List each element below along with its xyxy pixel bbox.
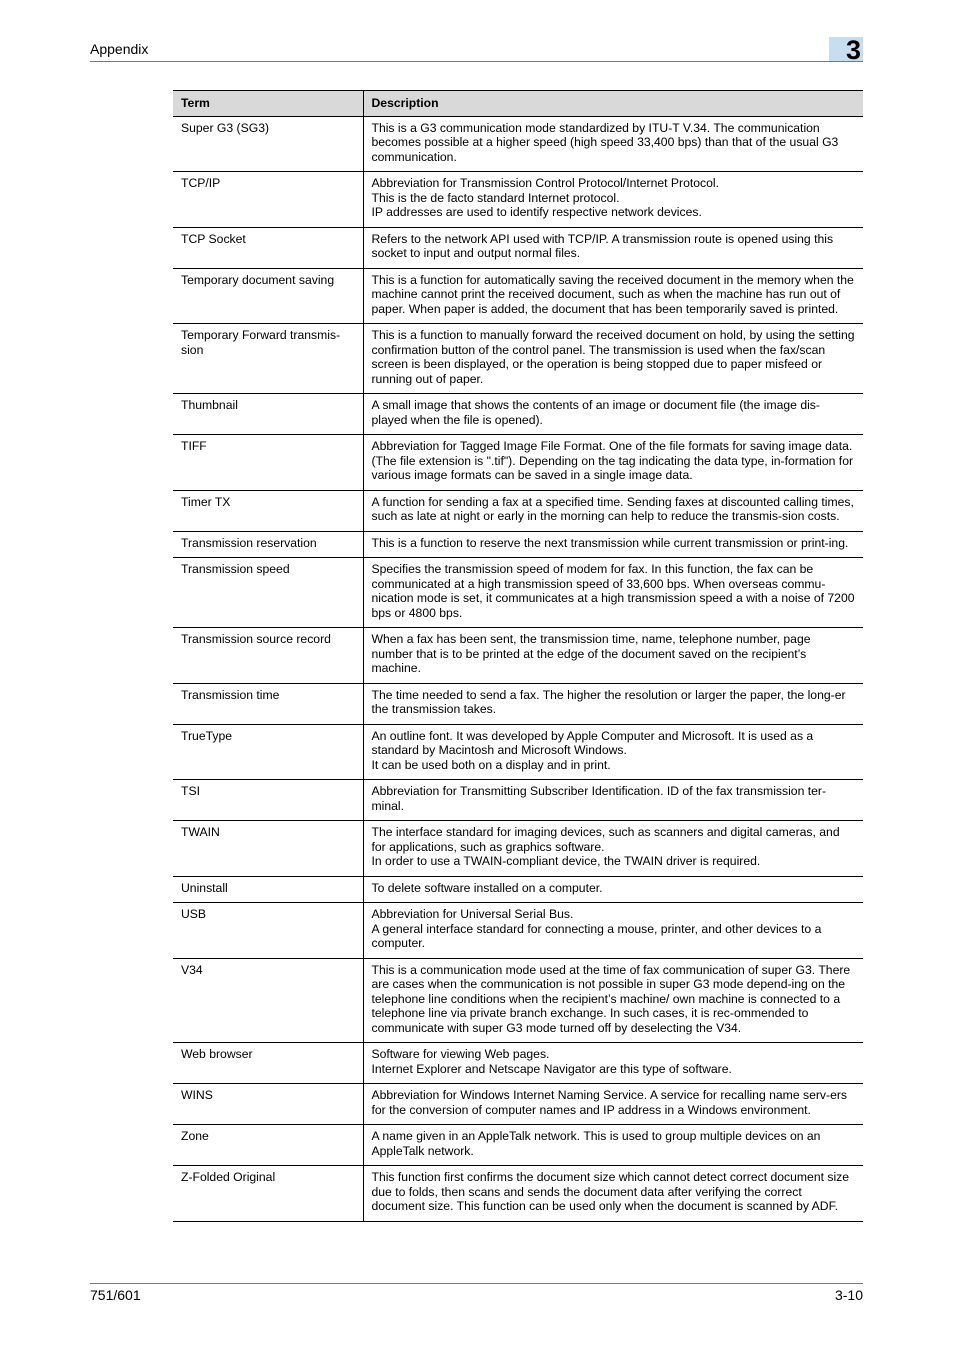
term-cell: Web browser (173, 1043, 363, 1084)
description-line: A name given in an AppleTalk network. This is used to group multiple devices on an AppleTalk network. (371, 1129, 821, 1158)
description-line: This is a function to manually forward the received document on hold, by using the setting confirmation button of the control panel. The transmission is used when the fax/scan screen is been displayed, or the operation is being stopped due to paper misfeed or running out of paper. (371, 328, 855, 386)
term-cell: Zone (173, 1125, 363, 1166)
description-line: This is the de facto standard Internet protocol. (371, 190, 620, 205)
term-cell: Transmission reservation (173, 531, 363, 558)
description-line: A general interface standard for connecting a mouse, printer, and other devices to a computer. (371, 921, 822, 950)
description-line: This is a function to reserve the next transmission while current transmission or print-ing. (371, 535, 849, 550)
chapter-number: 3 (845, 35, 861, 65)
description-line: It can be used both on a display and in print. (371, 757, 611, 772)
table-row (173, 116, 863, 172)
description-line: Refers to the network API used with TCP/IP. A transmission route is opened using this socket to input and output normal files. (371, 231, 834, 260)
table-row (173, 394, 863, 435)
footer-page-number: 3-10 (834, 1287, 863, 1303)
table-row (173, 958, 863, 1043)
description-line: Software for viewing Web pages. (371, 1047, 550, 1061)
term-cell: WINS (173, 1084, 363, 1125)
description-line: Abbreviation for Transmission Control Protocol/Internet Protocol. (371, 176, 720, 190)
description-cell (363, 558, 863, 628)
table-row (173, 558, 863, 628)
table-row (173, 876, 863, 903)
term-cell: Transmission time (173, 683, 363, 724)
table-row (173, 1125, 863, 1166)
term-cell: Temporary document saving (173, 268, 363, 324)
term-cell: TSI (173, 780, 363, 821)
description-cell (363, 876, 863, 903)
term-cell: V34 (173, 958, 363, 1043)
description-line: IP addresses are used to identify respective network devices. (371, 205, 702, 219)
glossary-table (173, 90, 863, 1222)
description-cell (363, 1166, 863, 1222)
table-row (173, 531, 863, 558)
footer-rule (90, 1283, 863, 1284)
term-cell: Transmission source record (173, 628, 363, 684)
glossary-body (173, 116, 863, 1221)
term-cell: TCP Socket (173, 227, 363, 268)
description-cell (363, 1043, 863, 1084)
description-line: The interface standard for imaging devices, such as scanners and digital cameras, and for applications, such as graphics software. (371, 825, 840, 854)
table-row (173, 724, 863, 780)
description-line: This function first confirms the document size which cannot detect correct document size due to folds, then scans and sends the document data after verifying the correct document size. This function can be used only when the document is scanned by ADF. (371, 1170, 850, 1213)
description-cell (363, 435, 863, 491)
term-cell: USB (173, 903, 363, 959)
description-line: To delete software installed on a computer. (371, 880, 603, 895)
description-cell (363, 531, 863, 558)
description-cell (363, 1125, 863, 1166)
description-line: This is a G3 communication mode standardized by ITU-T V.34. The communication becomes possible at a higher speed (high speed 33,400 bps) than that of the usual G3 communication. (371, 120, 839, 164)
table-row (173, 435, 863, 491)
description-cell (363, 227, 863, 268)
table-row (173, 324, 863, 394)
description-cell (363, 1084, 863, 1125)
term-cell: TIFF (173, 435, 363, 491)
description-cell (363, 268, 863, 324)
table-row (173, 1166, 863, 1222)
description-line: Abbreviation for Windows Internet Naming Service. A service for recalling name serv-ers for the conversion of computer names and IP address in a Windows environment. (371, 1088, 848, 1117)
table-row (173, 780, 863, 821)
description-line: Abbreviation for Tagged Image File Format. One of the file formats for saving image data. (The file extension is ".tif"). Depending on the tag indicating the data type, in-formation for various image formats can be saved in a single image data. (371, 439, 854, 482)
description-line: The time needed to send a fax. The higher the resolution or larger the paper, the long-er the transmission takes. (371, 687, 846, 716)
chapter-tab (829, 35, 863, 65)
table-row (173, 172, 863, 228)
description-line: This is a communication mode used at the time of fax communication of super G3. There are cases when the communication is not possible in super G3 mode depend-ing on the telephone line conditions when the recipient’s machine/ own machine is connected to a telephone line via private branch exchange. In such cases, it is rec-ommended to communicate with super G3 mode turned off by deselecting the V34. (371, 962, 851, 1035)
term-cell: Z-Folded Original (173, 1166, 363, 1222)
description-cell (363, 628, 863, 684)
description-cell (363, 724, 863, 780)
description-line: Internet Explorer and Netscape Navigator are this type of software. (371, 1061, 732, 1076)
description-cell (363, 821, 863, 877)
table-row (173, 1043, 863, 1084)
description-line: An outline font. It was developed by Apple Computer and Microsoft. It is used as a standard by Macintosh and Microsoft Windows. (371, 728, 814, 757)
term-cell: TCP/IP (173, 172, 363, 228)
description-cell (363, 172, 863, 228)
footer-model-number: 751/601 (90, 1287, 141, 1303)
description-line: This is a function for automatically saving the received document in the memory when the machine cannot print the received document, such as when the machine has run out of paper. When paper is added, the document that has been temporarily saved is printed. (371, 272, 854, 316)
term-cell: TrueType (173, 724, 363, 780)
description-line: Abbreviation for Universal Serial Bus. (371, 907, 574, 921)
term-cell: Transmission speed (173, 558, 363, 628)
description-cell (363, 394, 863, 435)
table-header-row (173, 91, 863, 117)
description-cell (363, 683, 863, 724)
description-line: In order to use a TWAIN-compliant device, the TWAIN driver is required. (371, 854, 761, 868)
description-cell (363, 324, 863, 394)
table-row (173, 1084, 863, 1125)
table-row (173, 683, 863, 724)
term-cell: Uninstall (173, 876, 363, 903)
table-row (173, 903, 863, 959)
term-cell: Temporary Forward transmis-sion (173, 324, 363, 394)
description-line: A function for sending a fax at a specified time. Sending faxes at discounted calling times, such as late at night or early in the morning can help to reduce the transmis-sion costs. (371, 494, 854, 523)
table-row (173, 628, 863, 684)
header-rule (90, 61, 863, 62)
table-row (173, 268, 863, 324)
description-line: When a fax has been sent, the transmission time, name, telephone number, page number that is to be printed at the edge of the document saved on the recipient’s machine. (371, 632, 811, 675)
column-header-description: Description (363, 91, 863, 117)
description-cell (363, 903, 863, 959)
term-cell: Thumbnail (173, 394, 363, 435)
description-line: A small image that shows the contents of an image or document file (the image dis-played when the file is opened). (371, 398, 820, 427)
description-cell (363, 490, 863, 531)
description-line: Specifies the transmission speed of modem for fax. In this function, the fax can be communicated at a high transmission speed of 33,600 bps. When overseas commu-nication mode is set, it communicates at a high transmission speed a with a noise of 7200 bps or 4800 bps. (371, 562, 855, 620)
table-row (173, 227, 863, 268)
term-cell: Timer TX (173, 490, 363, 531)
description-cell (363, 958, 863, 1043)
table-row (173, 821, 863, 877)
table-row (173, 490, 863, 531)
description-line: Abbreviation for Transmitting Subscriber Identification. ID of the fax transmission ter-minal. (371, 784, 827, 813)
description-cell (363, 116, 863, 172)
description-cell (363, 780, 863, 821)
column-header-term: Term (173, 91, 363, 117)
running-header-title: Appendix (90, 41, 149, 57)
term-cell: Super G3 (SG3) (173, 116, 363, 172)
term-cell: TWAIN (173, 821, 363, 877)
